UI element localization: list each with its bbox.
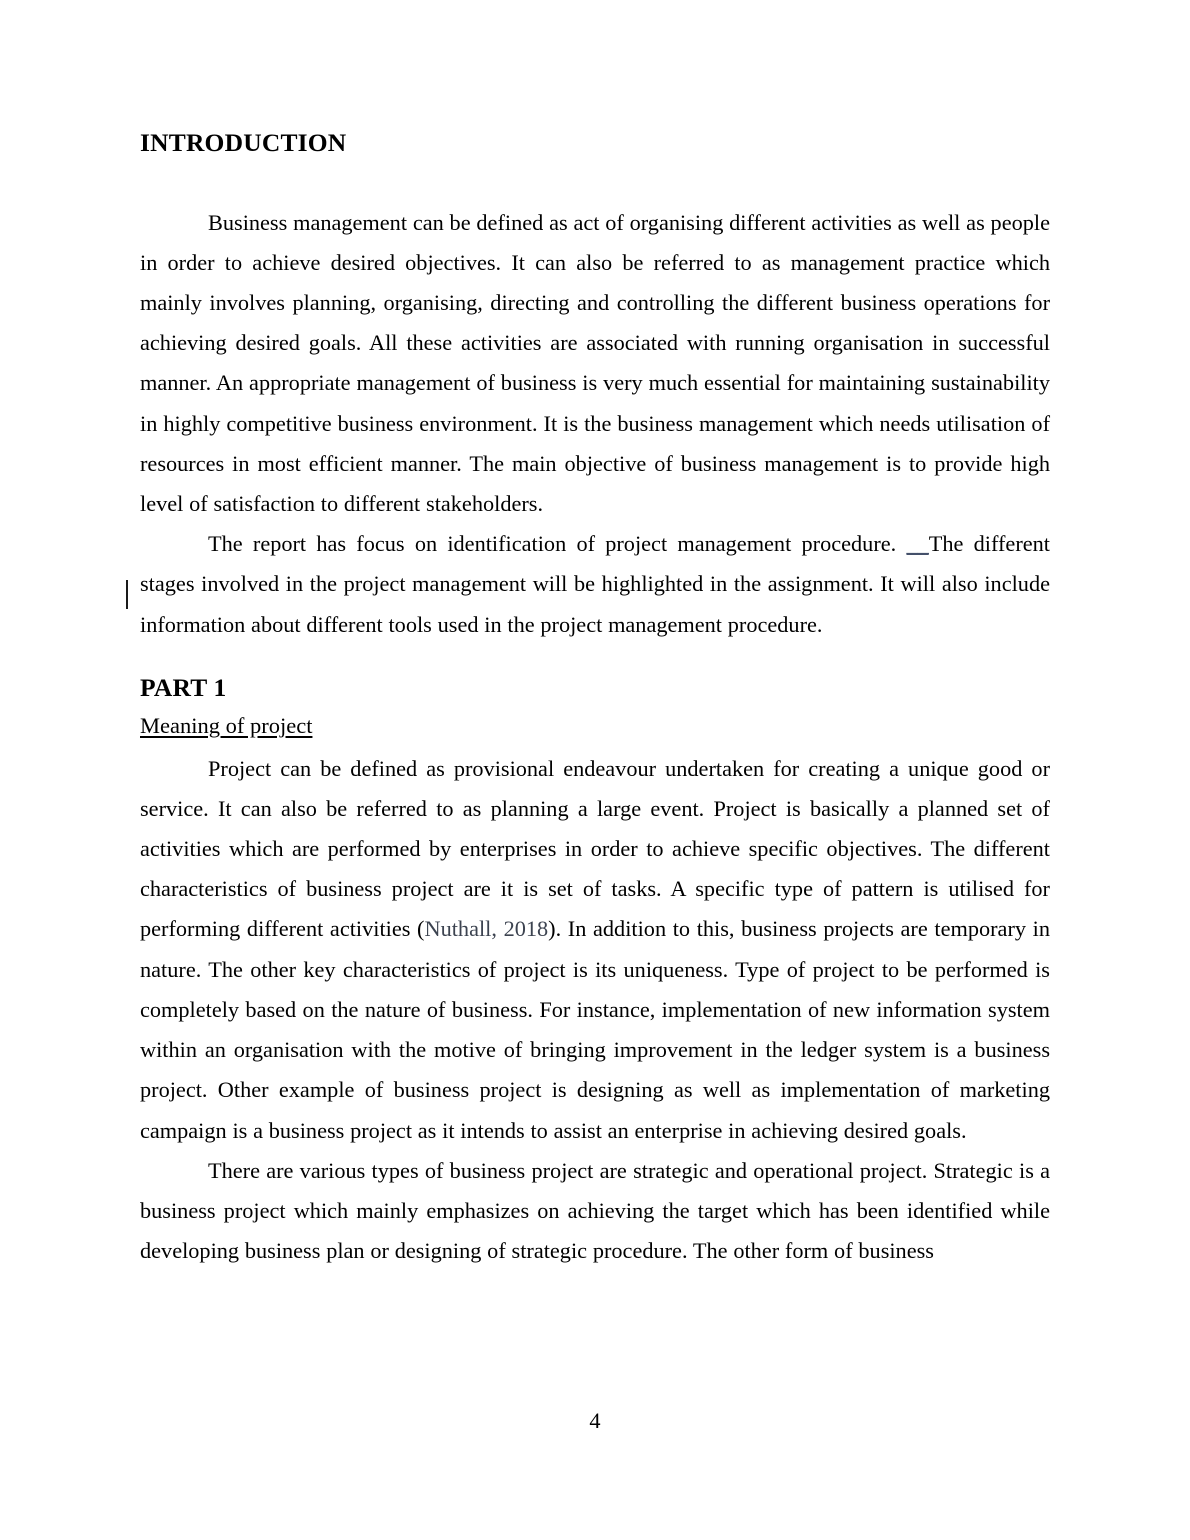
subheading-meaning-of-project: Meaning of project: [140, 713, 313, 739]
section-heading-part-1: PART 1: [140, 672, 227, 702]
spacer: [140, 645, 1050, 673]
paragraph-introduction: Business management can be defined as act of organising different activities as well as people in order to achieve desired objectives. It can also be referred to as management practice which mainly involves planning, organising, directing and controlling the different business operations for achieving desired goals. All these activities are associated with running organisation in successful manner. An appropriate management of business is very much essential for maintaining sustainability in highly competitive business environment. It is the business management which needs utilisation of resources in most efficient manner. The main objective of business management is to provide high level of satisfaction to different stakeholders.: [140, 209, 1050, 517]
citation-reference: Nuthall, 2018: [424, 916, 549, 942]
paragraph-types-of-project: There are various types of business project are strategic and operational project. Strategic is a business project which mainly emphasizes on achieving the target which has been identified while developing business plan or designing of strategic procedure. The other form of business: [140, 1157, 1050, 1264]
page-number: 4: [589, 1408, 601, 1433]
page-title: INTRODUCTION: [140, 128, 347, 157]
tracked-change-underscore: __: [906, 531, 929, 557]
paragraph-text-after-citation: ). In addition to this, business projects are temporary in nature. The other key characteristics of project is its uniqueness. Type of project to be performed is completely based on the nature of business. For instance, implementation of new information system within an organisation with the motive of bringing improvement in the ledger system is a business project. Other example of business project is designing as well as implementation of marketing campaign is a business project as it intends to assist an enterprise in achieving desired goals.: [140, 916, 1050, 1143]
spacer: [140, 741, 1050, 749]
paragraph-meaning-of-project: [140, 749, 1050, 1151]
spacer: [140, 703, 1050, 711]
paragraph-report-focus: [140, 524, 1050, 645]
revision-change-bar: [126, 580, 128, 609]
paragraph-report-focus-after: The different stages involved in the project management will be highlighted in the assignment. It will also include information about different tools used in the project management procedure.: [140, 531, 1050, 637]
document-body: [140, 128, 1050, 1271]
paragraph-report-focus-before: The report has focus on identification of project management procedure.: [208, 531, 897, 557]
spacer: [140, 159, 1050, 203]
paragraph-text-before-citation: Project can be defined as provisional endeavour undertaken for creating a unique good or service. It can also be referred to as planning a large event. Project is basically a planned set of activities which are performed by enterprises in order to achieve specific objectives. The different characteristics of business project are it is set of tasks. A specific type of pattern is utilised for performing different activities (: [140, 755, 1050, 942]
